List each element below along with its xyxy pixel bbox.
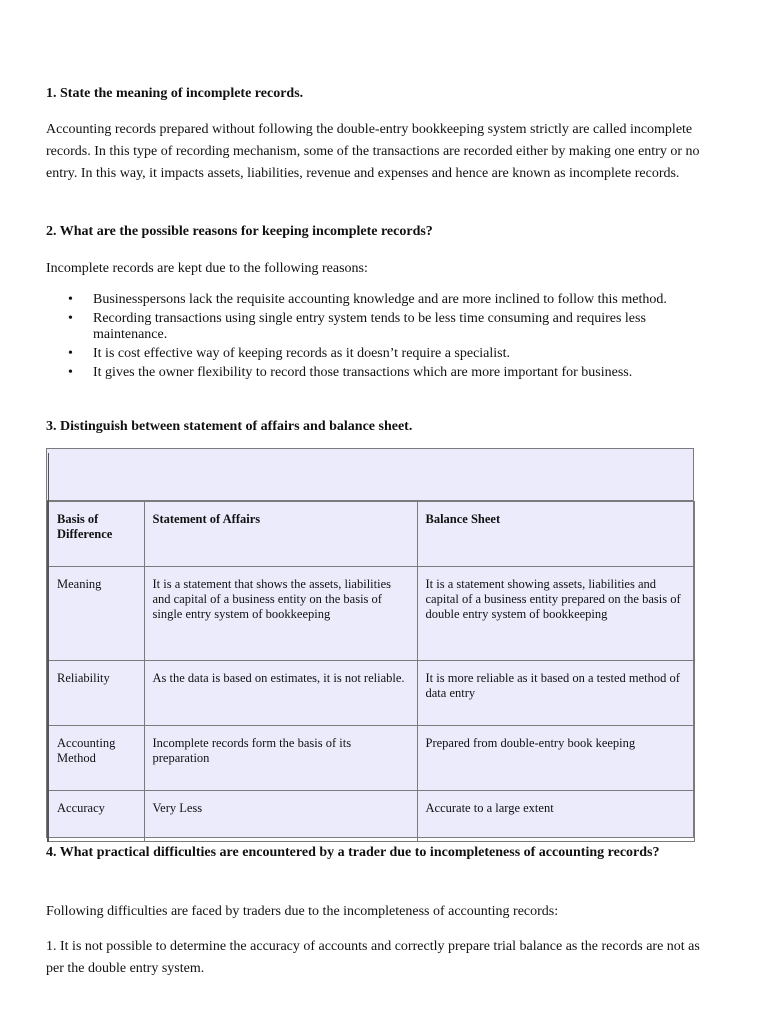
comparison-grid — [47, 501, 695, 842]
table-cell: As the data is based on estimates, it is not reliable. — [144, 661, 417, 726]
list-item: • Recording transactions using single entry system tends to be less time consuming and requires less maintenance. — [68, 311, 646, 342]
comparison-table — [46, 448, 694, 838]
header-balance-sheet: Balance Sheet — [417, 502, 694, 567]
table-cell: Accurate to a large extent — [417, 791, 694, 842]
table-cell: It is a statement showing assets, liabilities and capital of a business entity prepared on the basis of double entry system of bookkeeping — [417, 567, 694, 661]
table-cell: Incomplete records form the basis of its preparation — [144, 726, 417, 791]
question-3: 3. Distinguish between statement of affairs and balance sheet. — [46, 419, 413, 434]
answer-2-intro: Incomplete records are kept due to the following reasons: — [46, 261, 368, 276]
question-2: 2. What are the possible reasons for keeping incomplete records? — [46, 224, 433, 239]
table-cell: It is more reliable as it based on a tested method of data entry — [417, 661, 694, 726]
header-basis: Basis of Difference — [48, 502, 144, 567]
answer-4-point-1: 1. It is not possible to determine the accuracy of accounts and correctly prepare trial balance as the records are not as per the double entry system. — [46, 939, 700, 976]
table-cell: Prepared from double-entry book keeping — [417, 726, 694, 791]
bullet-icon: • — [68, 292, 73, 307]
question-1: 1. State the meaning of incomplete records. — [46, 86, 304, 101]
table-cell: Meaning — [48, 567, 144, 661]
table-edge — [48, 453, 49, 501]
answer-4-intro: Following difficulties are faced by traders due to the incompleteness of accounting records: — [46, 904, 559, 919]
reasons-list — [46, 292, 718, 384]
table-row — [48, 726, 694, 791]
table-row — [48, 661, 694, 726]
table-caption-row — [47, 449, 693, 501]
answer-1: Accounting records prepared without following the double-entry bookkeeping system strictly are called incomplete records. In this type of recording mechanism, some of the transactions are recorded either by making one entry or no entry. In this way, it impacts assets, liabilities, revenue and expenses and hence are known as incomplete records. — [46, 122, 700, 181]
table-cell: Reliability — [48, 661, 144, 726]
table-header-row — [48, 502, 694, 567]
table-row — [48, 791, 694, 842]
table-cell: It is a statement that shows the assets, liabilities and capital of a business entity on the basis of single entry system of bookkeeping — [144, 567, 417, 661]
list-item: • It is cost effective way of keeping records as it doesn’t require a specialist. — [68, 346, 511, 361]
bullet-icon: • — [68, 346, 73, 361]
bullet-icon: • — [68, 365, 73, 380]
list-item: • It gives the owner flexibility to record those transactions which are more important for business. — [68, 365, 633, 380]
table-row — [48, 567, 694, 661]
header-statement-of-affairs: Statement of Affairs — [144, 502, 417, 567]
list-item: • Businesspersons lack the requisite accounting knowledge and are more inclined to follow this method. — [68, 292, 667, 307]
question-4: 4. What practical difficulties are encountered by a trader due to incompleteness of accounting records? — [46, 845, 660, 860]
table-cell: Accounting Method — [48, 726, 144, 791]
table-cell: Very Less — [144, 791, 417, 842]
table-cell: Accuracy — [48, 791, 144, 842]
bullet-icon: • — [68, 311, 73, 326]
